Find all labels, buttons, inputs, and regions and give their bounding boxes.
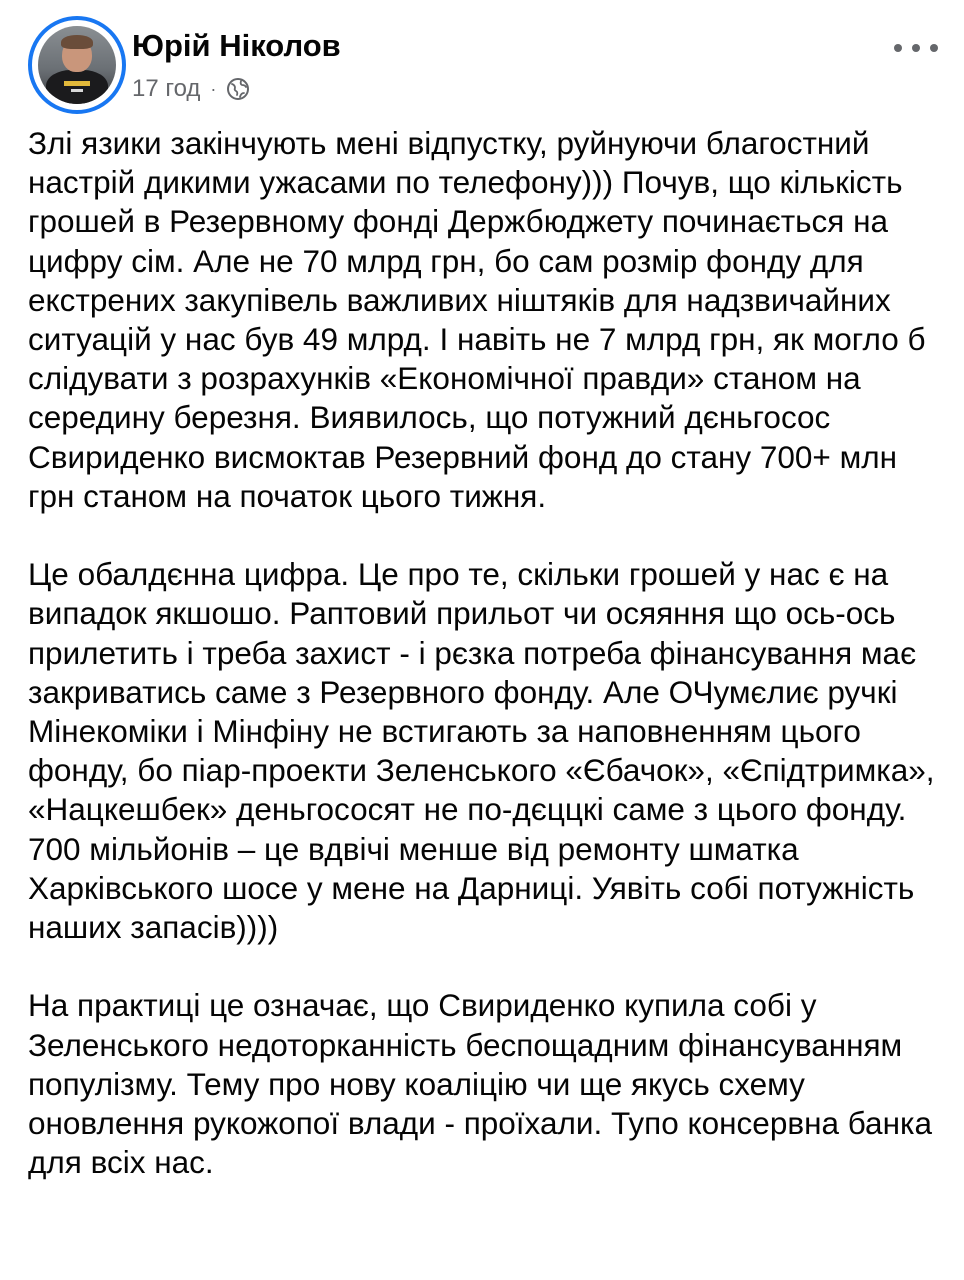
post-paragraph: Злі язики закінчують мені відпустку, руйнуючи благостний настрій дикими ужасами по телефону))) Почув, що кількість грошей в Резервному фонді Держбюджету починається на цифру сім. Але не 70 млрд грн, бо сам розмір фонду для екстрених закупівель важливих ніштяків для надзвичайних ситуацій у нас був 49 млрд. І навіть не 7 млрд грн, як могло б слідувати з розрахунків «Економічної правди» станом на середину березня. Виявилось, що потужний дєньгосос Свириденко висмоктав Резервний фонд до стану 700+ млн грн станом на початок цього тижня. bbox=[28, 125, 926, 514]
avatar[interactable] bbox=[28, 16, 126, 114]
globe-icon[interactable] bbox=[226, 77, 250, 101]
profile-photo bbox=[38, 26, 116, 104]
post-header bbox=[28, 16, 938, 116]
post-text bbox=[28, 124, 938, 1182]
more-options-button[interactable] bbox=[894, 38, 938, 58]
post-time[interactable]: 17 год bbox=[132, 75, 201, 102]
post-paragraph: На практиці це означає, що Свириденко купила собі у Зеленського недоторканність беспощадним фінансуванням популізму. Тему про нову коаліцію чи ще якусь схему оновлення рукожопої влади - проїхали. Тупо консервна банка для всіх нас. bbox=[28, 987, 932, 1181]
author-name[interactable]: Юрій Ніколов bbox=[132, 28, 341, 63]
post-meta bbox=[132, 74, 250, 104]
more-horizontal-icon bbox=[894, 44, 902, 52]
meta-separator: · bbox=[210, 78, 217, 99]
post-paragraph: Це обалдєнна цифра. Це про те, скільки грошей у нас є на випадок якшошо. Раптовий прильот чи осяяння що ось-ось прилетить і треба захист - і рєзка потреба фінансування має закриватись саме з Резервного фонду. Але ОЧумєлиє ручкі Мінекоміки і Мінфіну не встигають за наповненням цього фонду, бо піар-проекти Зеленського «Єбачок», «Єпідтримка», «Нацкешбек» деньгососят не по-дєццкі саме з цього фонду. 700 мільйонів – це вдвічі менше від ремонту шматка Харківського шосе у мене на Дарниці. Уявіть собі потужність наших запасів)))) bbox=[28, 556, 935, 946]
